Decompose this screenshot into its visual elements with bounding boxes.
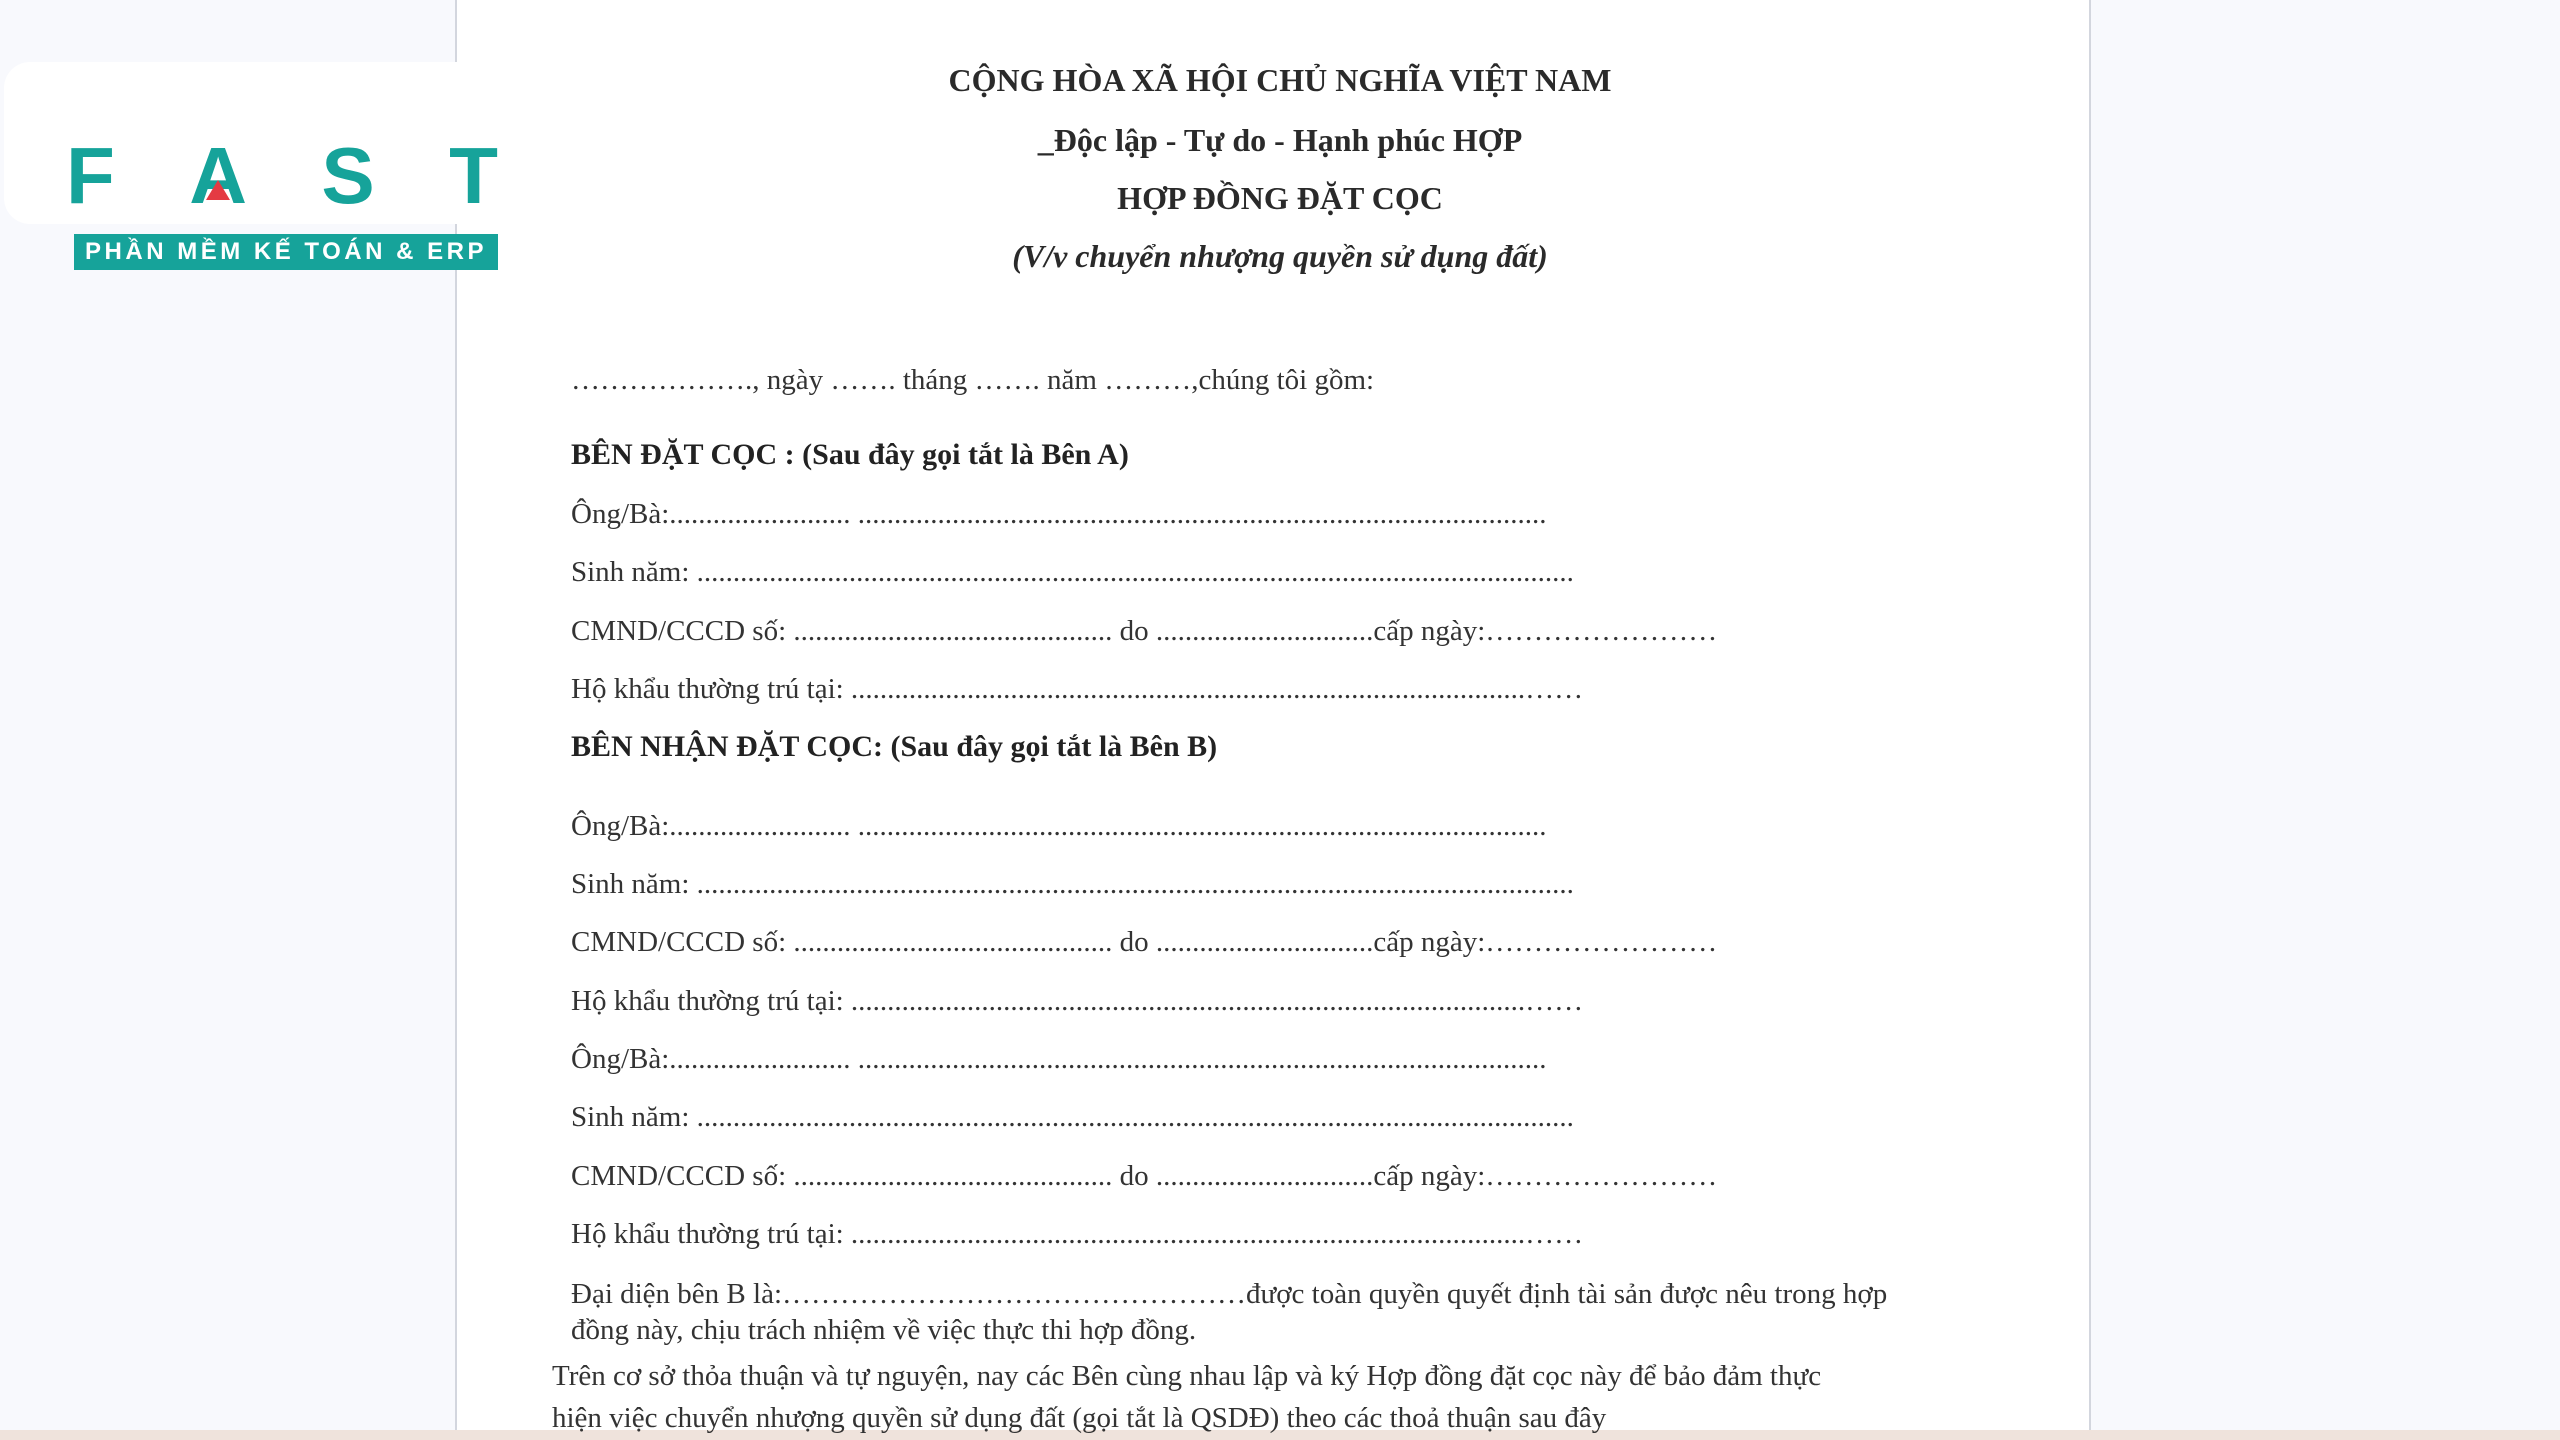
motto-heading: _Độc lập - Tự do - Hạnh phúc HỢP bbox=[1037, 122, 1523, 158]
party-a-birth-line: Sinh năm: ......................................................................................................................... bbox=[571, 556, 1574, 588]
party-b-2-residence-line: Hộ khẩu thường trú tại: .............................................................................................…… bbox=[571, 1218, 1584, 1250]
party-b-1-birth-line: Sinh năm: ......................................................................................................................... bbox=[571, 868, 1574, 900]
representative-line-1: Đại diện bên B là:…………………………………………được toàn quyền quyết định tài sản được nêu trong hợp bbox=[571, 1278, 1888, 1310]
contract-subtitle: (V/v chuyển nhượng quyền sử dụng đất) bbox=[1012, 238, 1548, 274]
logo-letter-a: A bbox=[189, 131, 248, 220]
country-heading: CỘNG HÒA XÃ HỘI CHỦ NGHĨA VIỆT NAM bbox=[948, 62, 1612, 98]
logo-tagline: PHẦN MỀM KẾ TOÁN & ERP bbox=[74, 234, 498, 270]
representative-line-2: đồng này, chịu trách nhiệm về việc thực thi hợp đồng. bbox=[571, 1314, 1197, 1346]
party-a-name-line: Ông/Bà:......................... ............................................................................................... bbox=[571, 498, 1547, 530]
date-intro-line: ………………., ngày ……. tháng ……. năm ………,chúng tôi gồm: bbox=[571, 364, 1375, 396]
party-b-2-id-line: CMND/CCCD số: ............................................ do ..............................cấp ngày:…………………… bbox=[571, 1160, 1718, 1192]
party-a-id-line: CMND/CCCD số: ............................................ do ..............................cấp ngày:…………………… bbox=[571, 615, 1718, 647]
party-b-2-birth-line: Sinh năm: ......................................................................................................................... bbox=[571, 1101, 1574, 1133]
party-b-heading: BÊN NHẬN ĐẶT CỌC: (Sau đây gọi tắt là Bên B) bbox=[571, 730, 1218, 763]
party-a-residence-line: Hộ khẩu thường trú tại: .............................................................................................…… bbox=[571, 673, 1584, 705]
closing-line-2: hiện việc chuyển nhượng quyền sử dụng đất (gọi tắt là QSDĐ) theo các thoả thuận sau đây bbox=[552, 1402, 1607, 1434]
logo-letter-f: F bbox=[66, 131, 115, 220]
logo-letter-t: T bbox=[449, 131, 498, 220]
party-a-heading: BÊN ĐẶT CỌC : (Sau đây gọi tắt là Bên A) bbox=[571, 438, 1129, 471]
party-b-1-id-line: CMND/CCCD số: ............................................ do ..............................cấp ngày:…………………… bbox=[571, 926, 1718, 958]
contract-title: HỢP ĐỒNG ĐẶT CỌC bbox=[1117, 180, 1443, 216]
party-b-1-residence-line: Hộ khẩu thường trú tại: .............................................................................................…… bbox=[571, 985, 1584, 1017]
party-b-1-name-line: Ông/Bà:......................... ............................................................................................... bbox=[571, 810, 1547, 842]
logo-letter-s: S bbox=[321, 131, 375, 220]
party-b-2-name-line: Ông/Bà:......................... ............................................................................................... bbox=[571, 1043, 1547, 1075]
closing-line-1: Trên cơ sở thỏa thuận và tự nguyện, nay các Bên cùng nhau lập và ký Hợp đồng đặt cọc này để bảo đảm thực bbox=[552, 1360, 1822, 1392]
